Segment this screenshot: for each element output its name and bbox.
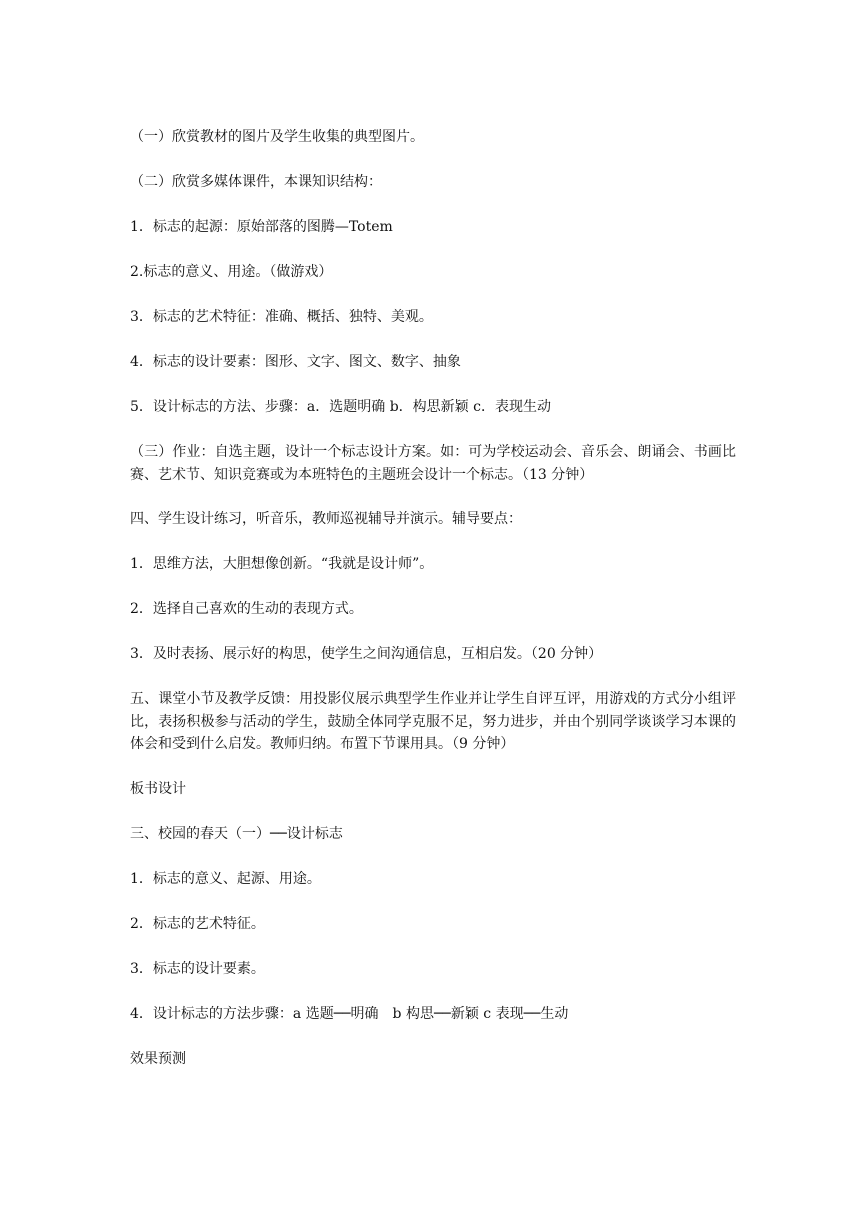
paragraph-20: 效果预测 <box>130 1050 186 1067</box>
document-body <box>130 126 736 1093</box>
paragraph-15: 三、校园的春天（一）──设计标志 <box>130 825 343 842</box>
paragraph-3: 1．标志的起源：原始部落的图腾—Totem <box>130 219 393 235</box>
paragraph-17: 2．标志的艺术特征。 <box>130 915 265 932</box>
paragraph-14: 板书设计 <box>130 780 186 797</box>
paragraph-16: 1．标志的意义、起源、用途。 <box>130 870 321 887</box>
paragraph-12: 3．及时表扬、展示好的构思，使学生之间沟通信息，互相启发。（20 分钟） <box>130 646 603 662</box>
paragraph-18: 3．标志的设计要素。 <box>130 960 265 977</box>
paragraph-11: 2．选择自己喜欢的生动的表现方式。 <box>130 601 363 617</box>
paragraph-10: 1．思维方法，大胆想像创新。“我就是设计师”。 <box>130 556 434 572</box>
paragraph-7: 5．设计标志的方法、步骤：a．选题明确 b．构思新颖 c．表现生动 <box>130 399 551 415</box>
paragraph-1: （一）欣赏教材的图片及学生收集的典型图片。 <box>130 129 424 145</box>
paragraph-2: （二）欣赏多媒体课件，本课知识结构： <box>130 174 382 190</box>
paragraph-6: 4．标志的设计要素：图形、文字、图文、数字、抽象 <box>130 354 461 370</box>
paragraph-4: 2.标志的意义、用途。（做游戏） <box>130 264 333 280</box>
paragraph-9: 四、学生设计练习，听音乐，教师巡视辅导并演示。辅导要点： <box>130 511 522 527</box>
paragraph-19: 4．设计标志的方法步骤：a 选题──明确 b 构思──新颖 c 表现──生动 <box>130 1005 569 1022</box>
paragraph-5: 3．标志的艺术特征：准确、概括、独特、美观。 <box>130 309 433 325</box>
paragraph-8: （三）作业：自选主题，设计一个标志设计方案。如：可为学校运动会、音乐会、朗诵会、书画比赛、艺术节、知识竞赛或为本班特色的主题班会设计一个标志。（13 分钟） <box>130 444 736 483</box>
paragraph-13: 五、课堂小节及教学反馈：用投影仪展示典型学生作业并让学生自评互评，用游戏的方式分小组评比，表扬积极参与活动的学生，鼓励全体同学克服不足，努力进步，并由个别同学谈谈学习本课的体会和受到什么启发。教师归纳。布置下节课用具。（9 分钟） <box>130 691 736 752</box>
